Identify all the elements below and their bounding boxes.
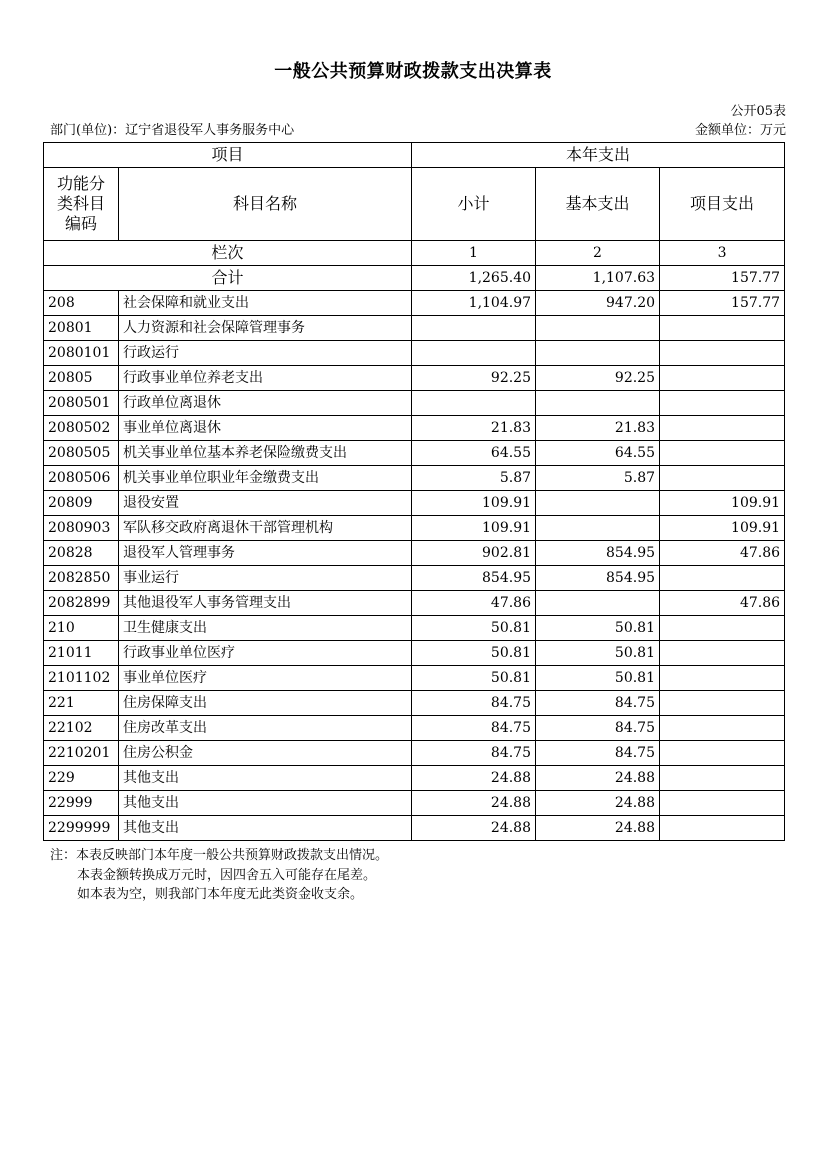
row-basic: 50.81 [536,666,660,691]
row-project [660,641,785,666]
table-row [44,466,785,491]
row-basic [536,491,660,516]
column-number-row [44,241,785,266]
row-subtotal: 84.75 [412,741,536,766]
row-basic: 84.75 [536,716,660,741]
row-code: 20805 [44,366,119,391]
header-basic: 基本支出 [536,168,660,241]
row-subtotal: 24.88 [412,791,536,816]
row-subtotal: 109.91 [412,491,536,516]
note-1: 注：本表反映部门本年度一般公共预算财政拨款支出情况。 [50,848,389,863]
column-no-label: 栏次 [44,241,412,266]
table-row [44,741,785,766]
row-basic: 92.25 [536,366,660,391]
row-code: 229 [44,766,119,791]
row-basic: 84.75 [536,741,660,766]
column-no-3: 3 [660,241,785,266]
row-subtotal: 47.86 [412,591,536,616]
row-subtotal: 50.81 [412,616,536,641]
row-project [660,341,785,366]
row-subtotal: 854.95 [412,566,536,591]
row-project [660,766,785,791]
header-project: 项目 [44,143,412,168]
row-basic: 84.75 [536,691,660,716]
department-label: 部门(单位)：辽宁省退役军人事务服务中心 [50,123,295,138]
row-subtotal: 64.55 [412,441,536,466]
table-row [44,591,785,616]
total-project: 157.77 [660,266,785,291]
row-project: 157.77 [660,291,785,316]
row-project [660,566,785,591]
row-name: 事业单位医疗 [119,666,412,691]
table-row [44,316,785,341]
table-row [44,491,785,516]
row-project [660,391,785,416]
table-row [44,541,785,566]
row-code: 221 [44,691,119,716]
row-project [660,616,785,641]
row-name: 退役安置 [119,491,412,516]
header-row-1 [44,143,785,168]
table-row [44,666,785,691]
row-name: 其他支出 [119,791,412,816]
row-name: 事业运行 [119,566,412,591]
row-basic [536,391,660,416]
row-name: 其他支出 [119,816,412,841]
row-basic: 947.20 [536,291,660,316]
table-row [44,616,785,641]
header-func-code: 功能分类科目编码 [44,168,119,241]
table-row [44,391,785,416]
header-row-2 [44,168,785,241]
row-basic [536,316,660,341]
row-code: 2082850 [44,566,119,591]
row-basic: 50.81 [536,641,660,666]
table-row [44,641,785,666]
row-basic: 854.95 [536,541,660,566]
row-basic: 21.83 [536,416,660,441]
total-subtotal: 1,265.40 [412,266,536,291]
row-subtotal: 50.81 [412,666,536,691]
row-project [660,691,785,716]
row-code: 2080903 [44,516,119,541]
row-code: 2210201 [44,741,119,766]
column-no-1: 1 [412,241,536,266]
row-code: 2080506 [44,466,119,491]
row-code: 20809 [44,491,119,516]
row-code: 2101102 [44,666,119,691]
row-code: 2080501 [44,391,119,416]
row-subtotal: 50.81 [412,641,536,666]
row-subtotal: 24.88 [412,816,536,841]
row-project: 109.91 [660,516,785,541]
row-subtotal: 92.25 [412,366,536,391]
page-title: 一般公共预算财政拨款支出决算表 [274,61,552,82]
row-basic [536,516,660,541]
row-project [660,416,785,441]
row-subtotal: 5.87 [412,466,536,491]
row-basic: 24.88 [536,816,660,841]
table-row [44,691,785,716]
amount-unit-label: 金额单位：万元 [694,123,786,138]
row-basic [536,591,660,616]
row-code: 20801 [44,316,119,341]
row-name: 住房公积金 [119,741,412,766]
row-basic: 24.88 [536,791,660,816]
total-row [44,266,785,291]
total-label: 合计 [44,266,412,291]
header-project-exp: 项目支出 [660,168,785,241]
table-row [44,416,785,441]
notes [50,846,388,905]
row-basic: 854.95 [536,566,660,591]
row-subtotal [412,316,536,341]
row-project: 47.86 [660,591,785,616]
row-basic: 5.87 [536,466,660,491]
form-number: 公开05表 [730,104,786,119]
expenditure-table [43,142,785,841]
row-basic: 50.81 [536,616,660,641]
row-subtotal: 109.91 [412,516,536,541]
row-project [660,441,785,466]
table-row [44,716,785,741]
row-name: 机关事业单位职业年金缴费支出 [119,466,412,491]
row-project: 47.86 [660,541,785,566]
row-code: 2080502 [44,416,119,441]
row-code: 20828 [44,541,119,566]
row-subtotal: 84.75 [412,691,536,716]
row-code: 22102 [44,716,119,741]
row-project [660,791,785,816]
row-name: 机关事业单位基本养老保险缴费支出 [119,441,412,466]
table-row [44,816,785,841]
row-subtotal [412,341,536,366]
table-row [44,516,785,541]
row-code: 2080101 [44,341,119,366]
row-name: 行政运行 [119,341,412,366]
row-name: 行政单位离退休 [119,391,412,416]
row-code: 2299999 [44,816,119,841]
row-name: 卫生健康支出 [119,616,412,641]
row-subtotal: 24.88 [412,766,536,791]
row-subtotal: 84.75 [412,716,536,741]
row-project [660,316,785,341]
row-name: 事业单位离退休 [119,416,412,441]
column-no-2: 2 [536,241,660,266]
row-name: 行政事业单位养老支出 [119,366,412,391]
header-subtotal: 小计 [412,168,536,241]
row-code: 22999 [44,791,119,816]
row-name: 住房改革支出 [119,716,412,741]
row-subtotal: 1,104.97 [412,291,536,316]
row-code: 208 [44,291,119,316]
row-name: 人力资源和社会保障管理事务 [119,316,412,341]
row-code: 21011 [44,641,119,666]
row-subtotal: 21.83 [412,416,536,441]
row-name: 其他支出 [119,766,412,791]
row-project [660,816,785,841]
row-project [660,741,785,766]
table-row [44,766,785,791]
row-subtotal [412,391,536,416]
table-row [44,566,785,591]
row-code: 2080505 [44,441,119,466]
row-project [660,466,785,491]
table-row [44,291,785,316]
row-name: 住房保障支出 [119,691,412,716]
row-subtotal: 902.81 [412,541,536,566]
table-row [44,341,785,366]
total-basic: 1,107.63 [536,266,660,291]
table-row [44,441,785,466]
row-name: 社会保障和就业支出 [119,291,412,316]
note-2: 本表金额转换成万元时，因四舍五入可能存在尾差。 [77,867,377,883]
row-code: 210 [44,616,119,641]
row-project [660,716,785,741]
header-current-year: 本年支出 [412,143,785,168]
row-basic: 24.88 [536,766,660,791]
row-basic: 64.55 [536,441,660,466]
row-name: 退役军人管理事务 [119,541,412,566]
row-name: 其他退役军人事务管理支出 [119,591,412,616]
row-name: 行政事业单位医疗 [119,641,412,666]
row-project [660,366,785,391]
header-subject-name: 科目名称 [119,168,412,241]
row-code: 2082899 [44,591,119,616]
table-row [44,791,785,816]
note-3: 如本表为空，则我部门本年度无此类资金收支余。 [77,887,364,902]
row-name: 军队移交政府离退休干部管理机构 [119,516,412,541]
row-project [660,666,785,691]
table-row [44,366,785,391]
row-project: 109.91 [660,491,785,516]
row-basic [536,341,660,366]
